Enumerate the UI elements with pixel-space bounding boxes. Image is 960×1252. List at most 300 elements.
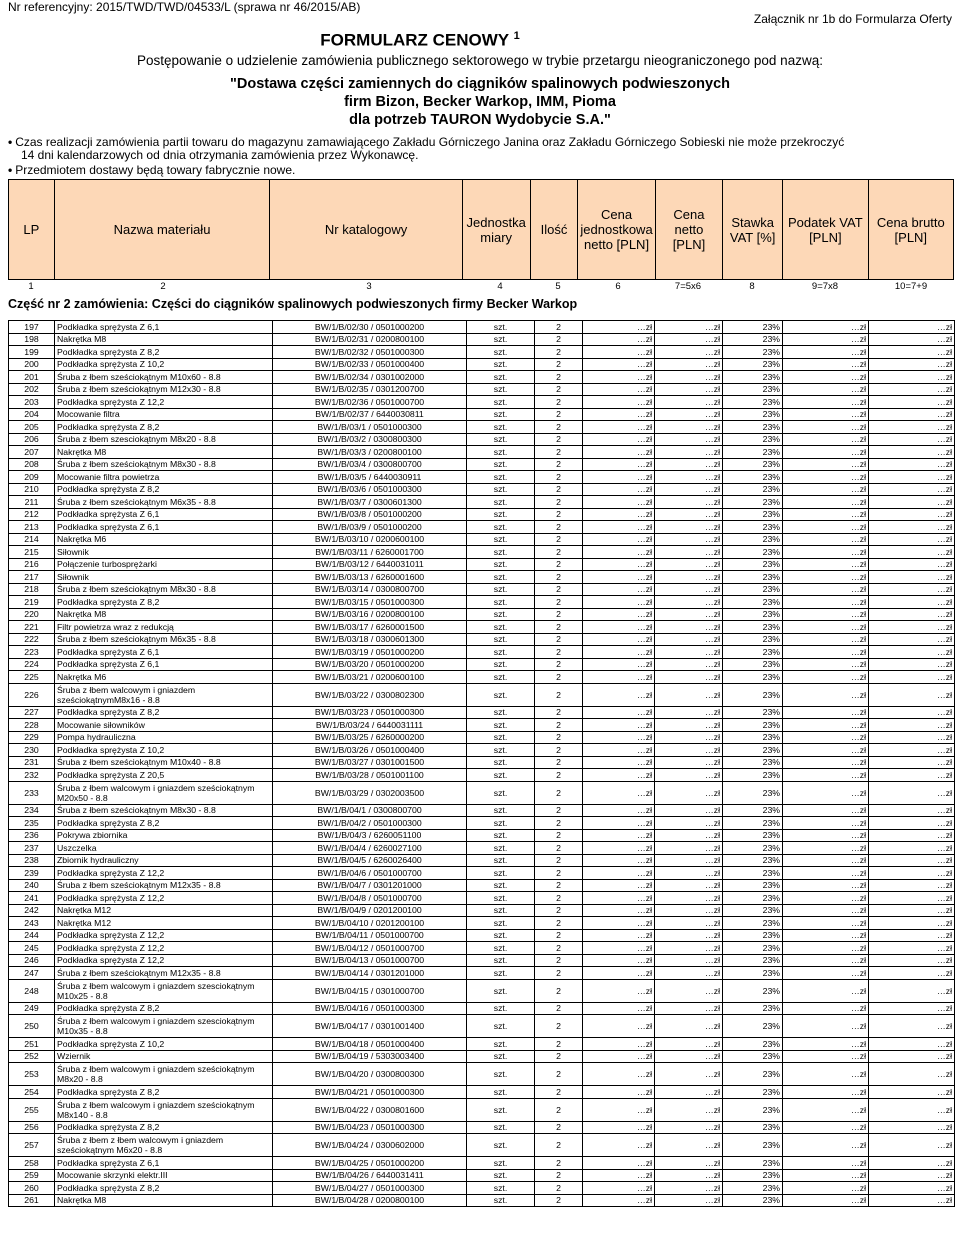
row-gross: …zł [869,346,955,359]
row-name: Nakrętka M12 [55,904,273,917]
row-lp: 214 [9,533,55,546]
row-net: …zł [655,521,723,534]
row-vat: …zł [783,719,869,732]
row-lp: 199 [9,346,55,359]
row-vat-rate: 23% [723,633,783,646]
row-net: …zł [655,646,723,659]
row-vat-rate: 23% [723,756,783,769]
row-name: Mocowanie filtra powietrza [55,471,273,484]
row-vat: …zł [783,558,869,571]
row-net: …zł [655,346,723,359]
table-row [9,854,955,867]
row-catalog: BW/1/B/04/1 / 0300800700 [273,804,467,817]
row-name: Śruba z łbem walcowym i gniazdem sześciokątnym M20x50 - 8.8 [55,781,273,804]
row-unit-price: …zł [583,967,655,980]
row-unit: szt. [467,917,535,930]
row-qty: 2 [535,1194,583,1207]
row-unit-price: …zł [583,633,655,646]
row-gross: …zł [869,596,955,609]
row-catalog: BW/1/B/03/5 / 6440030911 [273,471,467,484]
row-name: Podkładka sprężysta Z 12,2 [55,396,273,409]
row-lp: 238 [9,854,55,867]
row-name: Podkładka sprężysta Z 8,2 [55,421,273,434]
row-gross: …zł [869,1086,955,1099]
row-vat: …zł [783,929,869,942]
row-vat-rate: 23% [723,1015,783,1038]
row-name: Śruba z łbem sześciokątnym M8x30 - 8.8 [55,583,273,596]
row-vat-rate: 23% [723,769,783,782]
row-vat-rate: 23% [723,1182,783,1195]
row-name: Podkładka sprężysta Z 6,1 [55,1157,273,1170]
row-name: Podkładka sprężysta Z 8,2 [55,1002,273,1015]
row-gross: …zł [869,756,955,769]
table-row [9,781,955,804]
row-unit-price: …zł [583,942,655,955]
row-unit: szt. [467,608,535,621]
row-lp: 224 [9,658,55,671]
row-gross: …zł [869,496,955,509]
row-vat: …zł [783,396,869,409]
row-catalog: BW/1/B/04/6 / 0501000700 [273,867,467,880]
row-vat: …zł [783,1169,869,1182]
row-lp: 205 [9,421,55,434]
row-lp: 260 [9,1182,55,1195]
row-vat: …zł [783,433,869,446]
row-vat: …zł [783,521,869,534]
row-vat-rate: 23% [723,954,783,967]
table-row [9,867,955,880]
row-catalog: BW/1/B/04/3 / 6260051100 [273,829,467,842]
row-gross: …zł [869,879,955,892]
row-vat: …zł [783,633,869,646]
row-qty: 2 [535,917,583,930]
row-unit: szt. [467,371,535,384]
row-catalog: BW/1/B/04/17 / 0301001400 [273,1015,467,1038]
row-unit-price: …zł [583,979,655,1002]
row-unit-price: …zł [583,321,655,334]
table-row [9,1038,955,1051]
row-catalog: BW/1/B/03/17 / 6260001500 [273,621,467,634]
table-row [9,408,955,421]
row-unit: szt. [467,458,535,471]
row-qty: 2 [535,829,583,842]
row-net: …zł [655,1002,723,1015]
column-number: 7=5x6 [674,280,702,292]
row-name: Nakrętka M8 [55,446,273,459]
row-qty: 2 [535,458,583,471]
row-unit: szt. [467,346,535,359]
row-vat: …zł [783,781,869,804]
row-name: Śruba z łbem sześciokątnym M12x35 - 8.8 [55,879,273,892]
row-name: Podkładka sprężysta Z 8,2 [55,817,273,830]
row-unit: szt. [467,1038,535,1051]
row-vat: …zł [783,583,869,596]
row-name: Śruba z łbem sześciokątnym M8x30 - 8.8 [55,458,273,471]
row-name: Śruba z łbem sześciokątnym M12x35 - 8.8 [55,967,273,980]
table-row [9,904,955,917]
row-gross: …zł [869,781,955,804]
row-catalog: BW/1/B/04/18 / 0501000400 [273,1038,467,1051]
table-row [9,371,955,384]
table-row [9,571,955,584]
table-row [9,321,955,334]
row-vat: …zł [783,804,869,817]
table-row [9,817,955,830]
row-lp: 226 [9,683,55,706]
row-unit-price: …zł [583,867,655,880]
row-name: Podkładka sprężysta Z 6,1 [55,521,273,534]
row-name: Podkładka sprężysta Z 12,2 [55,867,273,880]
table-row [9,1157,955,1170]
row-vat: …zł [783,408,869,421]
column-number: 4 [497,280,503,292]
row-catalog: BW/1/B/04/8 / 0501000700 [273,892,467,905]
row-unit-price: …zł [583,508,655,521]
row-vat-rate: 23% [723,621,783,634]
row-catalog: BW/1/B/02/32 / 0501000300 [273,346,467,359]
row-unit: szt. [467,879,535,892]
row-net: …zł [655,621,723,634]
row-unit-price: …zł [583,471,655,484]
row-gross: …zł [869,1134,955,1157]
row-unit: szt. [467,646,535,659]
row-catalog: BW/1/B/02/31 / 0200800100 [273,333,467,346]
column-number: 5 [555,280,561,292]
row-net: …zł [655,769,723,782]
row-qty: 2 [535,1038,583,1051]
row-net: …zł [655,1182,723,1195]
row-vat: …zł [783,383,869,396]
row-lp: 217 [9,571,55,584]
tender-name-line-3: dla potrzeb TAURON Wydobycie S.A." [349,112,611,128]
row-net: …zł [655,719,723,732]
header-catalog: Nr katalogowy [270,180,462,280]
row-lp: 259 [9,1169,55,1182]
row-catalog: BW/1/B/03/7 / 0300601300 [273,496,467,509]
row-vat-rate: 23% [723,383,783,396]
row-unit: szt. [467,804,535,817]
row-lp: 249 [9,1002,55,1015]
row-gross: …zł [869,1157,955,1170]
table-row [9,769,955,782]
row-name: Podkładka sprężysta Z 8,2 [55,346,273,359]
row-vat-rate: 23% [723,744,783,757]
row-vat-rate: 23% [723,583,783,596]
table-row [9,458,955,471]
row-name: Podkładka sprężysta Z 12,2 [55,942,273,955]
row-unit: szt. [467,1157,535,1170]
row-name: Podkładka sprężysta Z 10,2 [55,1038,273,1051]
row-vat: …zł [783,854,869,867]
row-catalog: BW/1/B/04/20 / 0300800300 [273,1063,467,1086]
row-lp: 197 [9,321,55,334]
row-qty: 2 [535,1015,583,1038]
row-name: Pokrywa zbiornika [55,829,273,842]
row-unit: szt. [467,744,535,757]
row-net: …zł [655,904,723,917]
row-qty: 2 [535,904,583,917]
table-row [9,558,955,571]
row-name: Podkładka sprężysta Z 8,2 [55,596,273,609]
row-unit-price: …zł [583,929,655,942]
row-lp: 211 [9,496,55,509]
row-name: Śruba z łbem walcowym i gniazdem szesciokątnym M10x35 - 8.8 [55,1015,273,1038]
row-net: …zł [655,396,723,409]
row-catalog: BW/1/B/03/15 / 0501000300 [273,596,467,609]
column-number: 3 [366,280,372,292]
row-qty: 2 [535,1050,583,1063]
row-name: Śruba z łbem sześciokątnym M6x35 - 8.8 [55,633,273,646]
row-vat-rate: 23% [723,521,783,534]
row-catalog: BW/1/B/03/10 / 0200600100 [273,533,467,546]
row-vat-rate: 23% [723,879,783,892]
row-lp: 239 [9,867,55,880]
row-vat: …zł [783,1157,869,1170]
row-net: …zł [655,371,723,384]
row-lp: 255 [9,1098,55,1121]
row-gross: …zł [869,383,955,396]
row-net: …zł [655,546,723,559]
row-qty: 2 [535,1098,583,1121]
row-vat-rate: 23% [723,1157,783,1170]
row-unit: szt. [467,842,535,855]
row-lp: 236 [9,829,55,842]
row-name: Uszczelka [55,842,273,855]
row-gross: …zł [869,954,955,967]
row-lp: 210 [9,483,55,496]
row-catalog: BW/1/B/04/4 / 6260027100 [273,842,467,855]
row-catalog: BW/1/B/03/19 / 0501000200 [273,646,467,659]
row-vat-rate: 23% [723,596,783,609]
row-unit-price: …zł [583,483,655,496]
row-name: Nakrętka M12 [55,917,273,930]
row-name: Zbiornik hydrauliczny [55,854,273,867]
row-name: Siłownik [55,546,273,559]
table-row [9,383,955,396]
row-qty: 2 [535,596,583,609]
row-gross: …zł [869,483,955,496]
row-net: …zł [655,731,723,744]
row-unit-price: …zł [583,433,655,446]
row-lp: 221 [9,621,55,634]
row-name: Śruba z łbem sześciokątnym M10x40 - 8.8 [55,756,273,769]
row-vat-rate: 23% [723,719,783,732]
row-catalog: BW/1/B/03/11 / 6260001700 [273,546,467,559]
row-lp: 247 [9,967,55,980]
row-net: …zł [655,744,723,757]
row-catalog: BW/1/B/03/23 / 0501000300 [273,706,467,719]
row-vat: …zł [783,1098,869,1121]
row-lp: 218 [9,583,55,596]
row-vat: …zł [783,744,869,757]
table-row [9,671,955,684]
row-catalog: BW/1/B/03/29 / 0302003500 [273,781,467,804]
row-qty: 2 [535,646,583,659]
row-unit-price: …zł [583,917,655,930]
row-unit-price: …zł [583,1157,655,1170]
row-lp: 257 [9,1134,55,1157]
row-unit: szt. [467,1169,535,1182]
row-unit: szt. [467,1098,535,1121]
row-lp: 242 [9,904,55,917]
row-vat: …zł [783,979,869,1002]
row-catalog: BW/1/B/03/9 / 0501000200 [273,521,467,534]
row-qty: 2 [535,446,583,459]
row-gross: …zł [869,842,955,855]
row-catalog: BW/1/B/03/25 / 6260000200 [273,731,467,744]
row-unit-price: …zł [583,769,655,782]
row-vat: …zł [783,1134,869,1157]
row-qty: 2 [535,892,583,905]
row-catalog: BW/1/B/02/34 / 0301002000 [273,371,467,384]
row-name: Śruba z łbem walcowym i gniazdem sześciokątnym M8x20 - 8.8 [55,1063,273,1086]
row-lp: 207 [9,446,55,459]
column-number: 8 [749,280,755,292]
row-net: …zł [655,496,723,509]
row-unit-price: …zł [583,571,655,584]
table-row [9,1169,955,1182]
table-row [9,967,955,980]
row-gross: …zł [869,892,955,905]
row-gross: …zł [869,1169,955,1182]
row-name: Mocowanie filtra [55,408,273,421]
row-name: Śruba z łbem walcowym i gniazdem sześciokątnymM8x16 - 8.8 [55,683,273,706]
table-row [9,917,955,930]
row-vat: …zł [783,1015,869,1038]
row-unit: szt. [467,769,535,782]
row-vat-rate: 23% [723,421,783,434]
row-net: …zł [655,596,723,609]
table-row [9,608,955,621]
row-net: …zł [655,842,723,855]
row-unit-price: …zł [583,1002,655,1015]
row-vat: …zł [783,892,869,905]
row-lp: 243 [9,917,55,930]
row-unit-price: …zł [583,1121,655,1134]
row-qty: 2 [535,533,583,546]
table-row [9,621,955,634]
table-row [9,1194,955,1207]
table-row [9,804,955,817]
row-vat-rate: 23% [723,683,783,706]
row-qty: 2 [535,954,583,967]
row-unit-price: …zł [583,658,655,671]
row-vat: …zł [783,483,869,496]
row-lp: 225 [9,671,55,684]
row-gross: …zł [869,333,955,346]
row-unit-price: …zł [583,954,655,967]
row-name: Podkładka sprężysta Z 12,2 [55,929,273,942]
row-net: …zł [655,508,723,521]
row-net: …zł [655,867,723,880]
row-lp: 208 [9,458,55,471]
row-catalog: BW/1/B/03/14 / 0300800700 [273,583,467,596]
row-qty: 2 [535,321,583,334]
row-vat-rate: 23% [723,1063,783,1086]
table-row [9,521,955,534]
row-gross: …zł [869,854,955,867]
table-row [9,1098,955,1121]
row-name: Mocowanie skrzynki elektr.III [55,1169,273,1182]
row-vat-rate: 23% [723,1194,783,1207]
row-name: Podkładka sprężysta Z 8,2 [55,1121,273,1134]
row-catalog: BW/1/B/03/22 / 0300802300 [273,683,467,706]
row-lp: 261 [9,1194,55,1207]
row-lp: 228 [9,719,55,732]
header-gross: Cena brutto [PLN] [868,180,953,280]
row-net: …zł [655,533,723,546]
row-unit: szt. [467,546,535,559]
row-unit: szt. [467,658,535,671]
row-lp: 216 [9,558,55,571]
row-catalog: BW/1/B/02/35 / 0301200700 [273,383,467,396]
row-catalog: BW/1/B/02/36 / 0501000700 [273,396,467,409]
row-vat-rate: 23% [723,496,783,509]
row-vat-rate: 23% [723,483,783,496]
row-vat-rate: 23% [723,942,783,955]
row-vat: …zł [783,879,869,892]
reference-number: Nr referencyjny: 2015/TWD/TWD/04533/L (sprawa nr 46/2015/AB) [8,0,361,14]
row-catalog: BW/1/B/04/23 / 0501000300 [273,1121,467,1134]
row-lp: 232 [9,769,55,782]
row-unit: szt. [467,571,535,584]
row-qty: 2 [535,842,583,855]
row-lp: 231 [9,756,55,769]
row-net: …zł [655,1050,723,1063]
row-name: Podkładka sprężysta Z 6,1 [55,508,273,521]
row-lp: 240 [9,879,55,892]
row-gross: …zł [869,817,955,830]
row-vat: …zł [783,829,869,842]
row-gross: …zł [869,804,955,817]
row-unit-price: …zł [583,371,655,384]
row-unit-price: …zł [583,817,655,830]
row-net: …zł [655,558,723,571]
row-qty: 2 [535,867,583,880]
row-gross: …zł [869,571,955,584]
row-gross: …zł [869,471,955,484]
row-net: …zł [655,829,723,842]
row-qty: 2 [535,942,583,955]
table-row [9,1121,955,1134]
table-row [9,646,955,659]
row-gross: …zł [869,917,955,930]
row-vat-rate: 23% [723,533,783,546]
row-unit: szt. [467,671,535,684]
row-net: …zł [655,954,723,967]
row-lp: 219 [9,596,55,609]
row-unit: szt. [467,781,535,804]
row-catalog: BW/1/B/04/26 / 6440031411 [273,1169,467,1182]
row-qty: 2 [535,358,583,371]
row-name: Podkładka sprężysta Z 6,1 [55,646,273,659]
table-row [9,892,955,905]
row-name: Połączenie turbosprężarki [55,558,273,571]
row-net: …zł [655,1063,723,1086]
row-vat: …zł [783,1182,869,1195]
row-qty: 2 [535,471,583,484]
row-unit-price: …zł [583,1015,655,1038]
row-name: Nakrętka M8 [55,1194,273,1207]
row-vat: …zł [783,671,869,684]
row-unit: szt. [467,1121,535,1134]
row-vat: …zł [783,346,869,359]
row-net: …zł [655,483,723,496]
form-title [0,30,900,51]
table-row [9,942,955,955]
row-net: …zł [655,421,723,434]
row-unit-price: …zł [583,842,655,855]
